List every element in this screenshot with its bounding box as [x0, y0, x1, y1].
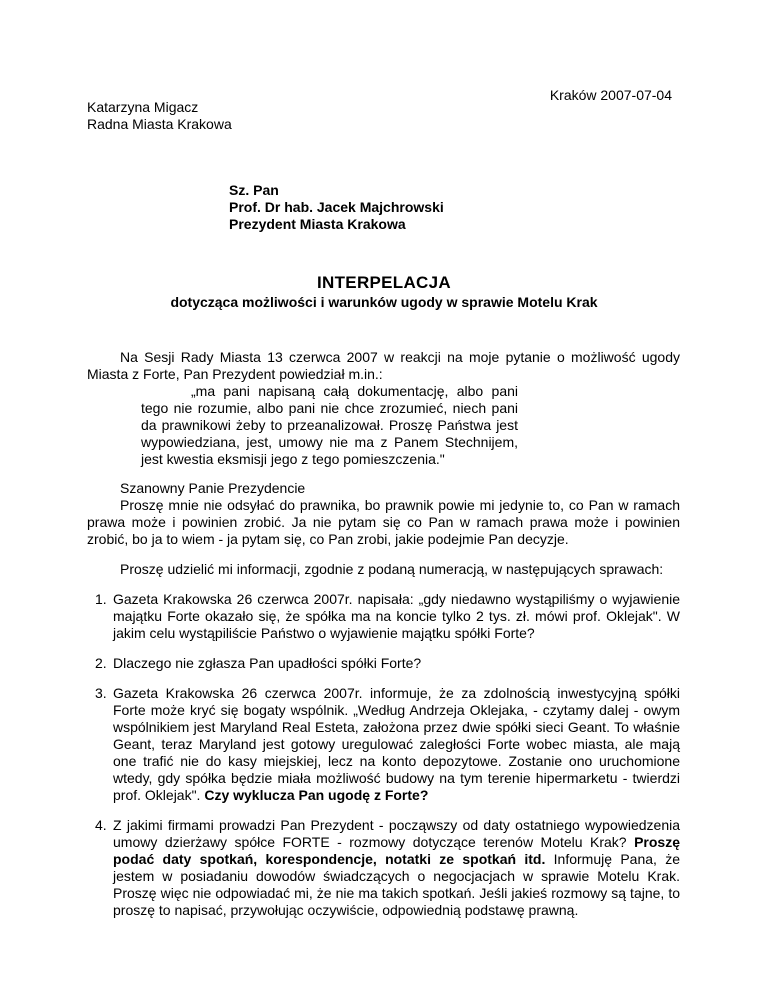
- recipient-role: Prezydent Miasta Krakowa: [229, 216, 406, 232]
- quoted-statement: [141, 383, 518, 468]
- item-text: Gazeta Krakowska 26 czerwca 2007r. informuje, że za zdolnością inwestycyjną spółki Forte może kryć się bogaty wspólnik. „Według Andrzeja Oklejaka, - czytamy dalej - owym wspólnikiem jest Maryland Real Esteta, założona przez dwie spółki sieci Geant. To właśnie Geant, teraz Maryland jest gotowy uregulować zaległości Forte wobec miasta, ale mają one trafić nie do kasy miejskiej, lecz na konto depozytowe. Zostanie ono uruchomione wtedy, gdy spółka będzie miała możliwość budowy na tym terenie hipermarketu - twierdzi prof. Oklejak".: [113, 685, 680, 803]
- item-text: Gazeta Krakowska 26 czerwca 2007r. napisała: „gdy niedawno wystąpiliśmy o wyjawienie majątku Forte okazało się, że spółka ma na koncie tylko 2 tys. zł. mówi prof. Oklejak". W jakim celu wystąpiliście Państwo o wyjawienie majątku spółki Forte?: [113, 591, 680, 641]
- questions-list: [87, 591, 680, 919]
- paragraph-1: Proszę mnie nie odsyłać do prawnika, bo prawnik powie mi jedynie to, co Pan w ramach prawa może i powinien zrobić. Ja nie pytam się co Pan w ramach prawa może i powinien zrobić, bo ja to wiem - ja pytam się, co Pan zrobi, jakie podejmie Pan decyzje.: [87, 497, 680, 547]
- list-item: [87, 655, 680, 672]
- item-bold-request: Proszę podać daty spotkań, korespondencje, notatki ze spotkań itd.: [113, 834, 680, 867]
- item-text: Z jakimi firmami prowadzi Pan Prezydent - począwszy od daty ostatniego wypowiedzenia umowy dzierżawy spółce FORTE - rozmowy dotyczące terenów Motelu Krak?: [113, 817, 680, 850]
- salutation: Szanowny Panie Prezydencie: [120, 480, 306, 496]
- document-subtitle: dotycząca możliwości i warunków ugody w sprawie Motelu Krak: [170, 294, 598, 310]
- recipient-salutation: Sz. Pan: [229, 182, 279, 198]
- place-and-date: Kraków 2007-07-04: [549, 87, 672, 103]
- item-number: 3.: [95, 685, 107, 701]
- list-item: [87, 685, 680, 804]
- paragraph-2: Proszę udzielić mi informacji, zgodnie z podaną numeracją, w następujących sprawach:: [120, 561, 664, 577]
- sender-role: Radna Miasta Krakowa: [87, 116, 232, 132]
- list-item: [87, 591, 680, 642]
- sender-name: Katarzyna Migacz: [87, 99, 199, 115]
- title-block: [0, 273, 768, 311]
- item-text-tail: Informuję Pana, że jestem w posiadaniu dowodów świadczących o negocjacjach w sprawie Motelu Krak. Proszę więc nie odpowiadać mi, że nie ma takich spotkań. Jeśli jakieś rozmowy są tajne, to proszę to napisać, przywołując oczywiście, odpowiednią podstawę prawną.: [113, 851, 680, 918]
- item-number: 1.: [95, 591, 107, 607]
- item-bold-question: Czy wyklucza Pan ugodę z Forte?: [204, 787, 429, 803]
- list-item: [87, 817, 680, 919]
- quote-text: „ma pani napisaną całą dokumentację, albo pani tego nie rozumie, albo pani nie chce zrozumieć, niech pani da prawnikowi żeby to przeanalizował. Proszę Państwa jest wypowiedziana, jest, umowy nie ma z Panem Stechnijem, jest kwestia eksmisji jego z tego pomieszczenia.": [141, 383, 518, 467]
- recipient-block: [229, 182, 444, 233]
- recipient-name: Prof. Dr hab. Jacek Majchrowski: [229, 199, 444, 215]
- item-number: 2.: [95, 655, 107, 671]
- letter-body: [87, 349, 680, 932]
- intro-paragraph: Na Sesji Rady Miasta 13 czerwca 2007 w reakcji na moje pytanie o możliwość ugody Miasta z Forte, Pan Prezydent powiedział m.in.:: [87, 349, 680, 382]
- document-title: INTERPELACJA: [317, 273, 451, 292]
- item-number: 4.: [95, 817, 107, 833]
- sender-block: [87, 99, 232, 133]
- item-text: Dlaczego nie zgłasza Pan upadłości spółki Forte?: [113, 655, 422, 671]
